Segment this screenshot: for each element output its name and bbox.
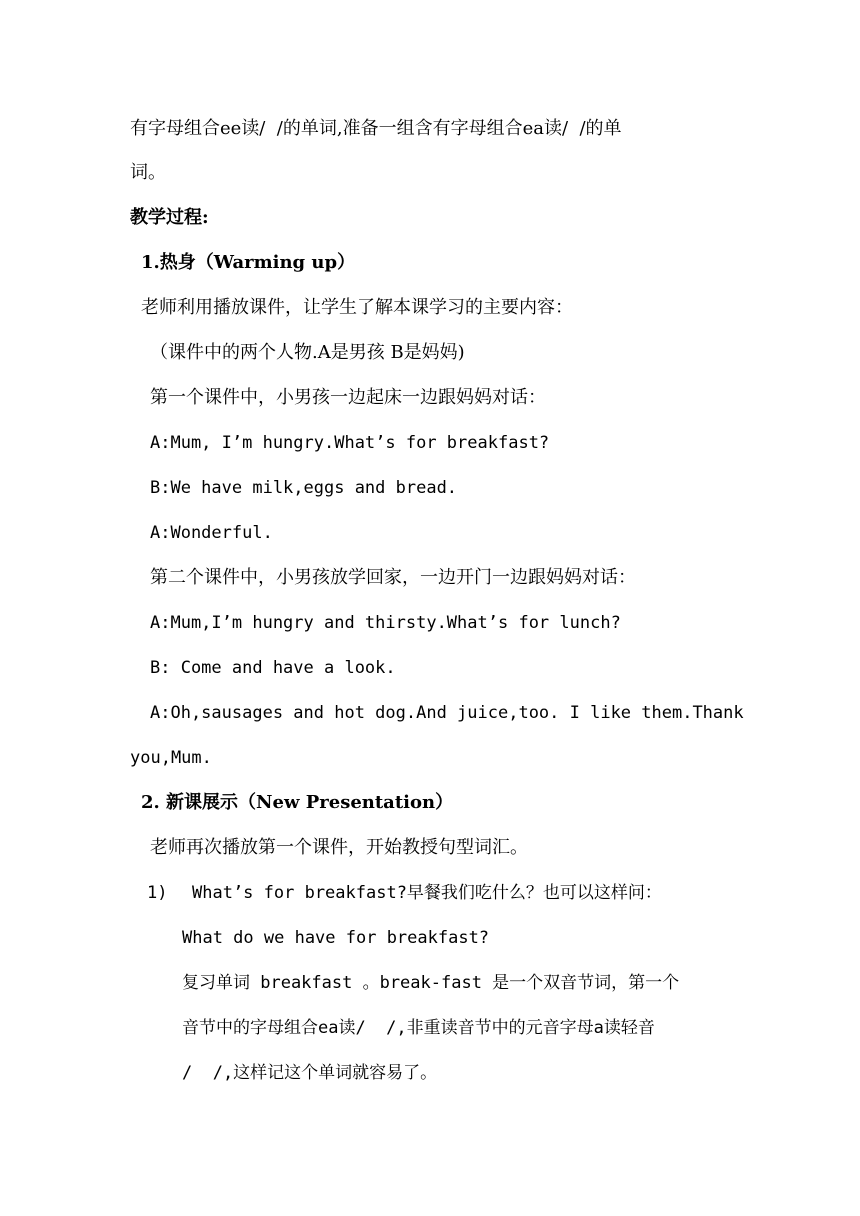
dialog-2-line-4: you,Mum. — [130, 748, 212, 768]
item-1-line-1: What’s for breakfast?早餐我们吃什么？也可以这样问： — [192, 883, 662, 903]
item-1-line-4: 音节中的字母组合ea读/ /,非重读音节中的元音字母a读轻音 — [182, 1018, 655, 1038]
scene-1-intro: 第一个课件中，小男孩一边起床一边跟妈妈对话： — [150, 387, 546, 408]
intro-line-1: 有字母组合ee读/ /的单词,准备一组含有字母组合ea读/ /的单 — [130, 118, 622, 139]
section-2-desc: 老师再次播放第一个课件，开始教授句型词汇。 — [150, 837, 528, 858]
dialog-1-line-3: A:Wonderful. — [150, 523, 273, 543]
dialog-1-line-2: B:We have milk,eggs and bread. — [150, 478, 458, 498]
item-1-line-2: What do we have for breakfast? — [182, 928, 490, 948]
scene-2-intro: 第二个课件中，小男孩放学回家，一边开门一边跟妈妈对话： — [150, 567, 636, 588]
dialog-2-line-1: A:Mum,I’m hungry and thirsty.What’s for lunch? — [150, 613, 621, 633]
item-1-line-5: / /,这样记这个单词就容易了。 — [182, 1063, 438, 1083]
item-1-number: 1) — [147, 883, 168, 903]
dialog-2-line-3: A:Oh,sausages and hot dog.And juice,too. I like them.Thank — [150, 703, 744, 723]
intro-line-2: 词。 — [130, 162, 166, 183]
section-1-title: 1.热身（Warming up） — [141, 252, 356, 273]
dialog-1-line-1: A:Mum, I’m hungry.What’s for breakfast? — [150, 433, 550, 453]
dialog-2-line-2: B: Come and have a look. — [150, 658, 396, 678]
item-1-line-3: 复习单词 breakfast 。break-fast 是一个双音节词，第一个 — [182, 973, 680, 993]
section-1-desc: 老师利用播放课件，让学生了解本课学习的主要内容： — [141, 297, 573, 318]
section-1-note: （课件中的两个人物.A是男孩 B是妈妈) — [150, 342, 465, 363]
process-title: 教学过程: — [130, 207, 209, 228]
section-2-title: 2. 新课展示（New Presentation） — [141, 792, 454, 813]
